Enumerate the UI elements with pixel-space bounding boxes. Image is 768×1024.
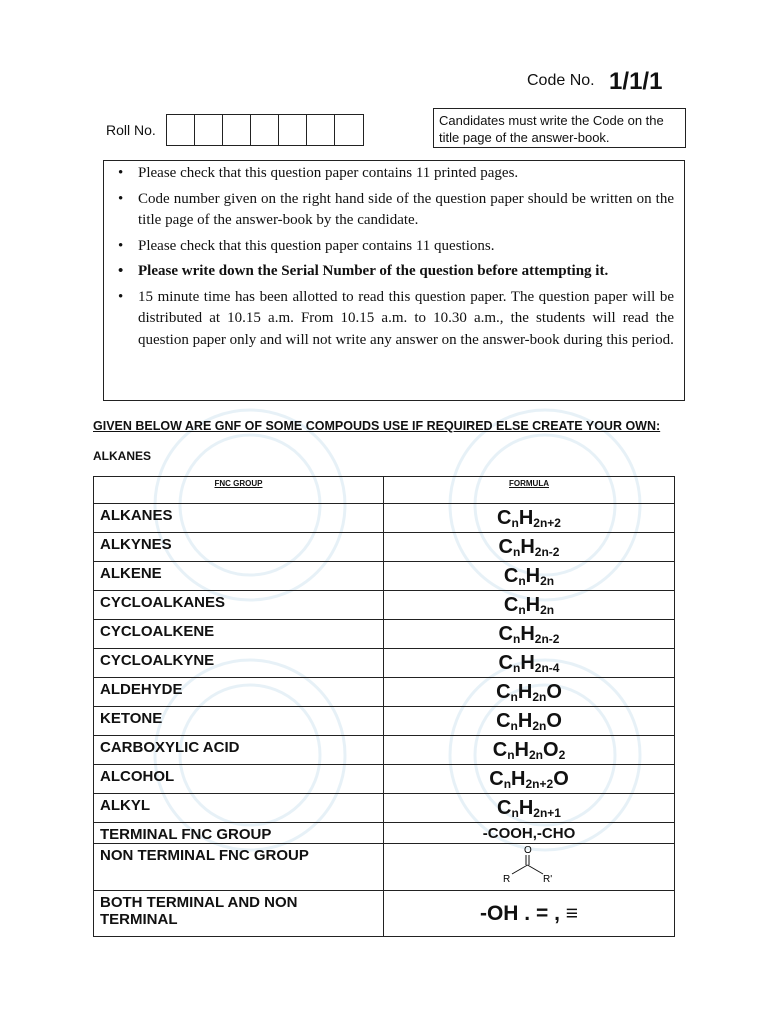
row-name: NON TERMINAL FNC GROUP xyxy=(94,844,384,891)
row-formula xyxy=(384,736,675,765)
formula-subscript: 2n xyxy=(540,573,555,588)
formula-subscript: n xyxy=(512,631,521,646)
formula-subscript: 2n-4 xyxy=(534,660,560,675)
table-row xyxy=(94,562,675,591)
table-row xyxy=(94,707,675,736)
formula-symbol: C xyxy=(496,680,511,703)
row-name: CARBOXYLIC ACID xyxy=(94,736,384,765)
table-row xyxy=(94,504,675,533)
row-name: CYCLOALKYNE xyxy=(94,649,384,678)
instructions-list xyxy=(116,163,674,351)
col-header-formula: FORMULA xyxy=(384,477,675,504)
atom-o: O xyxy=(524,845,532,856)
table-header-row xyxy=(94,477,675,504)
formula-subscript: 2n xyxy=(528,747,543,762)
formula-subscript: 2n xyxy=(540,602,555,617)
row-formula xyxy=(384,533,675,562)
formula-subscript: 2 xyxy=(558,747,566,762)
row-name: ALKANES xyxy=(94,504,384,533)
row-formula xyxy=(384,765,675,794)
formula-subscript: 2n+1 xyxy=(533,805,561,820)
formula-subscript: 2n-2 xyxy=(534,544,560,559)
formula-subscript: n xyxy=(512,544,521,559)
formula-symbol: H xyxy=(517,680,533,703)
row-name: ALDEHYDE xyxy=(94,678,384,707)
row-formula xyxy=(384,794,675,823)
formula-symbol: H xyxy=(518,506,534,529)
row-formula xyxy=(384,707,675,736)
code-value: 1/1/1 xyxy=(609,68,663,95)
row-formula xyxy=(384,504,675,533)
formula-subscript: n xyxy=(510,689,518,704)
formula-symbol: C xyxy=(503,564,519,587)
row-formula xyxy=(384,620,675,649)
formula-table xyxy=(93,476,675,937)
formula-symbol: H xyxy=(514,738,529,761)
atom-r: R xyxy=(503,874,511,884)
instruction-item: • Please check that this question paper contains 11 printed pages. xyxy=(116,163,674,185)
formula-symbol: H xyxy=(525,593,541,616)
formula-subscript: 2n-2 xyxy=(534,631,560,646)
formula-symbol: O xyxy=(546,680,562,703)
formula-subscript: n xyxy=(518,573,526,588)
ketone-structure-icon xyxy=(501,844,557,884)
formula-symbol: C xyxy=(503,593,519,616)
formula-symbol: C xyxy=(497,506,512,529)
row-name: KETONE xyxy=(94,707,384,736)
row-formula xyxy=(384,591,675,620)
row-name: BOTH TERMINAL AND NON TERMINAL xyxy=(94,891,384,937)
atom-r-prime: R' xyxy=(543,874,553,884)
formula-symbol: C xyxy=(489,767,504,790)
roll-digit-box[interactable] xyxy=(251,115,279,145)
row-name: TERMINAL FNC GROUP xyxy=(94,823,384,844)
row-formula: -COOH,-CHO xyxy=(384,823,675,844)
table-row-terminal xyxy=(94,823,675,844)
formula-symbol: O xyxy=(553,767,569,790)
row-formula: -OH . = , ≡ xyxy=(384,891,675,937)
table-body-special xyxy=(94,823,675,937)
row-name: ALKENE xyxy=(94,562,384,591)
row-name: ALKYNES xyxy=(94,533,384,562)
instruction-item: • Code number given on the right hand side of the question paper should be written on the title page of the answer-book by the candidate. xyxy=(116,189,674,232)
row-name: ALKYL xyxy=(94,794,384,823)
table-row xyxy=(94,736,675,765)
roll-digit-box[interactable] xyxy=(223,115,251,145)
instruction-item: • 15 minute time has been allotted to read this question paper. The question paper will be distributed at 10.15 a.m. From 10.15 a.m. to 10.30 a.m., the students will read the question paper only and will not write any answer on the answer-book during this period. xyxy=(116,287,674,352)
formula-symbol: C xyxy=(498,651,513,674)
formula-symbol: H xyxy=(511,767,526,790)
formula-subscript: 2n xyxy=(532,718,547,733)
formula-symbol: O xyxy=(546,709,562,732)
formula-subscript: n xyxy=(518,602,526,617)
row-formula xyxy=(384,649,675,678)
candidate-code-note: Candidates must write the Code on the title page of the answer-book. xyxy=(433,108,686,148)
formula-symbol: H xyxy=(520,651,535,674)
col-header-group: FNC GROUP xyxy=(94,477,384,504)
row-name: CYCLOALKANES xyxy=(94,591,384,620)
formula-symbol: H xyxy=(525,564,541,587)
formula-subscript: n xyxy=(510,718,518,733)
instruction-item: • Please write down the Serial Number of the question before attempting it. xyxy=(116,261,674,283)
formula-symbol: C xyxy=(497,796,512,819)
table-row-both xyxy=(94,891,675,937)
formula-subscript: n xyxy=(512,660,521,675)
table-row xyxy=(94,649,675,678)
roll-number xyxy=(106,114,364,146)
section-subheading: ALKANES xyxy=(93,449,152,463)
formula-subscript: 2n+2 xyxy=(525,776,554,791)
formula-subscript: n xyxy=(503,776,512,791)
code-number xyxy=(527,68,662,96)
formula-subscript: 2n+2 xyxy=(533,515,561,530)
row-formula xyxy=(384,844,675,891)
formula-subscript: n xyxy=(511,805,519,820)
roll-label: Roll No. xyxy=(106,122,156,138)
table-row xyxy=(94,765,675,794)
table-row xyxy=(94,678,675,707)
formula-symbol: H xyxy=(518,796,534,819)
row-name: CYCLOALKENE xyxy=(94,620,384,649)
formula-symbol: H xyxy=(520,622,535,645)
row-formula xyxy=(384,562,675,591)
roll-digit-box[interactable] xyxy=(279,115,307,145)
formula-symbol: C xyxy=(498,622,513,645)
formula-subscript: n xyxy=(507,747,515,762)
table-row xyxy=(94,620,675,649)
formula-symbol: C xyxy=(496,709,511,732)
formula-symbol: H xyxy=(517,709,533,732)
row-name: ALCOHOL xyxy=(94,765,384,794)
table-body xyxy=(94,504,675,823)
roll-digit-box[interactable] xyxy=(167,115,195,145)
table-row xyxy=(94,533,675,562)
formula-symbol: O xyxy=(543,738,559,761)
formula-symbol: C xyxy=(498,535,513,558)
instruction-item: • Please check that this question paper contains 11 questions. xyxy=(116,236,674,258)
instructions-box xyxy=(103,160,685,401)
formula-subscript: n xyxy=(511,515,519,530)
table-row-non-terminal xyxy=(94,844,675,891)
roll-digit-box[interactable] xyxy=(195,115,223,145)
section-heading: GIVEN BELOW ARE GNF OF SOME COMPOUDS USE IF REQUIRED ELSE CREATE YOUR OWN: xyxy=(93,419,661,433)
table-row xyxy=(94,794,675,823)
roll-digit-box[interactable] xyxy=(335,115,363,145)
formula-symbol: H xyxy=(520,535,535,558)
row-formula xyxy=(384,678,675,707)
formula-subscript: 2n xyxy=(532,689,547,704)
code-label: Code No. xyxy=(527,72,595,89)
formula-symbol: C xyxy=(492,738,508,761)
roll-digit-box[interactable] xyxy=(307,115,335,145)
roll-number-boxes[interactable] xyxy=(166,114,364,146)
table-row xyxy=(94,591,675,620)
